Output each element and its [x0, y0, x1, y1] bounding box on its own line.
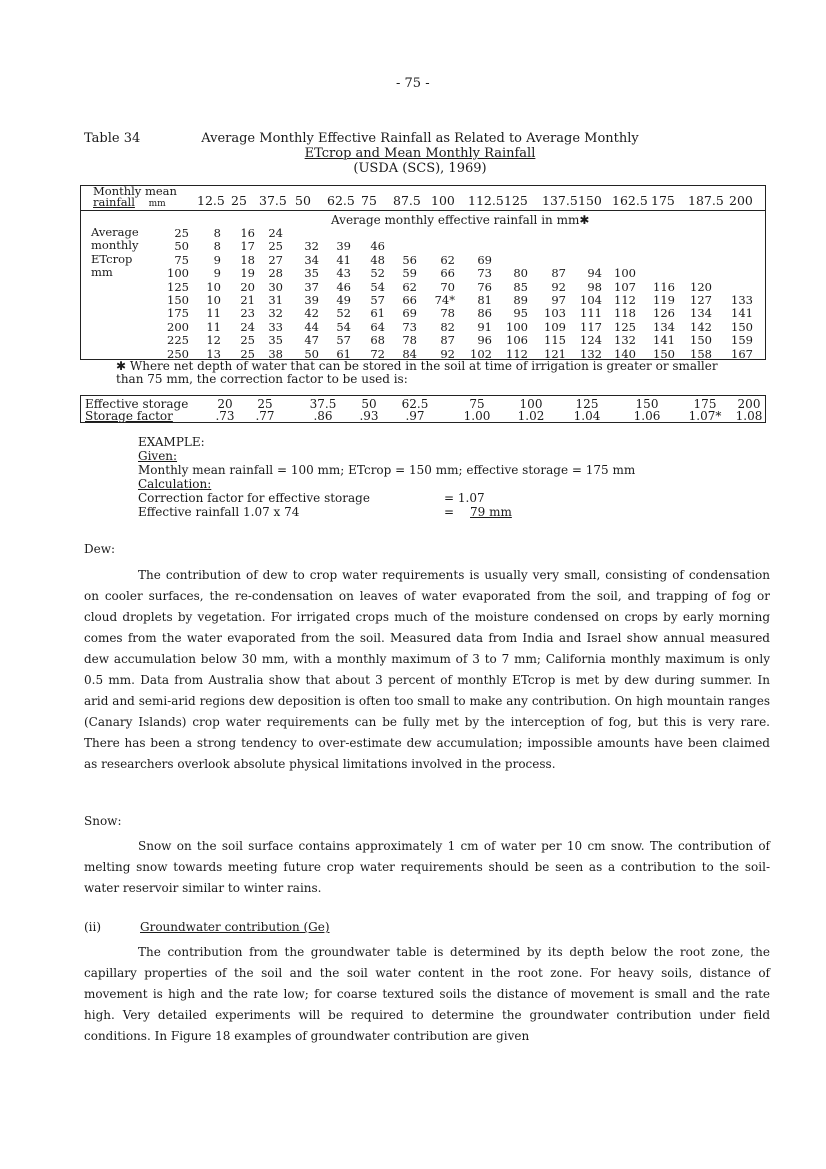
- table-cell: 25: [240, 346, 255, 361]
- etcrop-value: 200: [167, 319, 189, 334]
- table-cell: 16: [240, 226, 255, 240]
- header-label: [93, 186, 177, 210]
- table-subheader: [331, 213, 589, 227]
- table-cell: 69: [477, 252, 492, 267]
- table-cell: 23: [240, 306, 255, 321]
- table-cell: 19: [240, 266, 255, 281]
- given-text: Monthly mean rainfall = 100 mm; ETcrop = 150 mm; effective storage = 175 mm: [138, 463, 636, 477]
- table-cell: 54: [370, 279, 385, 294]
- rainfall-column-header: 25: [231, 193, 247, 208]
- table-cell: 24: [240, 319, 255, 334]
- table-cell: 10: [206, 293, 221, 307]
- effective-storage-value: 200: [737, 397, 761, 411]
- example-heading: EXAMPLE:: [138, 435, 205, 449]
- snow-paragraph: [84, 836, 770, 899]
- table-cell: 35: [304, 266, 319, 281]
- table-cell: 41: [336, 252, 351, 267]
- effective-storage-value: 62.5: [401, 397, 429, 411]
- storage-factor-value: 1.07*: [688, 409, 722, 423]
- table-cell: 47: [304, 333, 319, 348]
- storage-factor-table: [80, 395, 766, 423]
- table-cell: 34: [304, 252, 319, 267]
- table-footnote: [116, 360, 736, 386]
- table-label: Table 34: [84, 131, 141, 146]
- dew-heading: Dew:: [84, 542, 116, 556]
- asterisk-icon: ✱: [116, 359, 127, 373]
- table-cell: 97: [551, 293, 566, 307]
- table-cell: 61: [370, 306, 385, 321]
- calc-line-1-label: Correction factor for effective storage: [138, 491, 370, 505]
- table-cell: 11: [206, 319, 221, 334]
- table-cell: 134: [653, 319, 675, 334]
- table-cell: 30: [268, 279, 283, 294]
- groundwater-heading: Groundwater contribution (Ge): [140, 920, 330, 934]
- table-cell: 85: [513, 279, 528, 294]
- table-cell: 61: [336, 346, 351, 361]
- rainfall-column-header: 62.5: [327, 193, 355, 208]
- table-cell: 64: [370, 319, 385, 334]
- table-cell: 78: [440, 306, 455, 321]
- table-cell: 117: [580, 319, 602, 334]
- rainfall-column-header: 137.5: [542, 193, 578, 208]
- table-cell: 91: [477, 319, 492, 334]
- header-unit: mm: [148, 199, 166, 209]
- table-cell: 66: [402, 293, 417, 307]
- groundwater-text: The contribution from the groundwater table is determined by its depth below the root zone, the capillary properties of the soil and the soil water content in the root zone. For heavy soils, distance of movement is high and the rate low; for coarse textured soils the distance of movement is small and the rate high. Very detailed experiments will be required to determine the groundwater contribution under field conditions. In Figure 18 examples of groundwater contribution are given: [84, 945, 770, 1043]
- table-cell: 109: [544, 319, 566, 334]
- rainfall-column-header: 175: [651, 193, 675, 208]
- table-cell: 10: [206, 279, 221, 294]
- table-cell: 43: [336, 266, 351, 281]
- table-cell: 33: [268, 319, 283, 334]
- table-cell: 31: [268, 293, 283, 307]
- table-cell: 70: [440, 279, 455, 294]
- table-cell: 8: [213, 239, 221, 254]
- table-cell: 107: [614, 279, 636, 294]
- table-cell: 21: [240, 293, 255, 307]
- table-cell: 115: [544, 333, 566, 348]
- effective-storage-value: 125: [575, 397, 599, 411]
- effective-storage-value: 150: [635, 397, 659, 411]
- storage-factor-value: .86: [313, 409, 333, 423]
- rainfall-column-header: 100: [431, 193, 455, 208]
- rainfall-column-header: 162.5: [612, 193, 648, 208]
- table-cell: 142: [690, 319, 712, 334]
- table-cell: 96: [477, 333, 492, 348]
- table-cell: 84: [402, 346, 417, 361]
- table-cell: 159: [731, 333, 753, 348]
- storage-factor-value: 1.04: [573, 409, 601, 423]
- table-cell: 102: [470, 346, 492, 361]
- effective-storage-value: 175: [693, 397, 717, 411]
- example-block: [138, 435, 635, 519]
- groundwater-paragraph: [84, 942, 770, 1047]
- table-title-line: ETcrop and Mean Monthly Rainfall: [304, 146, 536, 161]
- table-cell: 120: [690, 279, 712, 294]
- row-label-line: mm: [91, 265, 113, 280]
- table-cell: 54: [336, 319, 351, 334]
- table-cell: 32: [304, 239, 319, 254]
- table-cell: 52: [336, 306, 351, 321]
- header-label-line2: rainfall: [93, 195, 135, 209]
- effective-storage-value: 25: [257, 397, 273, 411]
- table-cell: 100: [506, 319, 528, 334]
- table-cell: 73: [402, 319, 417, 334]
- table-cell: 100: [614, 266, 636, 281]
- rainfall-column-header: 150: [578, 193, 602, 208]
- storage-factor-value: 1.00: [463, 409, 491, 423]
- rainfall-column-header: 125: [504, 193, 528, 208]
- calc-line-2-value: 79 mm: [470, 505, 512, 519]
- table-cell: 87: [440, 333, 455, 348]
- table-cell: 94: [587, 266, 602, 281]
- table-cell: 57: [336, 333, 351, 348]
- table-title-line: Average Monthly Effective Rainfall as Related to Average Monthly: [201, 131, 639, 146]
- snow-text: Snow on the soil surface contains approximately 1 cm of water per 10 cm snow. The contribution of melting snow towards meeting future crop water requirements should be seen as a contribution to the soil-water reservoir similar to winter rains.: [84, 839, 770, 895]
- rainfall-column-header: 50: [295, 193, 311, 208]
- etcrop-value: 150: [167, 293, 189, 307]
- table-cell: 56: [402, 252, 417, 267]
- table-cell: 59: [402, 266, 417, 281]
- table-cell: 118: [614, 306, 636, 321]
- effective-storage-value: 20: [217, 397, 233, 411]
- calculation-label: Calculation:: [138, 477, 212, 491]
- table-cell: 37: [304, 279, 319, 294]
- table-cell: 86: [477, 306, 492, 321]
- dew-paragraph: [84, 565, 770, 775]
- rainfall-column-header: 12.5: [197, 193, 225, 208]
- page-number: - 75 -: [396, 76, 430, 91]
- table-cell: 62: [440, 252, 455, 267]
- etcrop-value: 125: [167, 279, 189, 294]
- etcrop-value: 50: [174, 239, 189, 254]
- table-cell: 49: [336, 293, 351, 307]
- calc-line-2-label: Effective rainfall 1.07 x 74: [138, 505, 300, 519]
- table-cell: 92: [440, 346, 455, 361]
- effective-storage-value: 50: [361, 397, 377, 411]
- table-cell: 98: [587, 279, 602, 294]
- table-cell: 28: [268, 266, 283, 281]
- table-cell: 44: [304, 319, 319, 334]
- table-cell: 140: [614, 346, 636, 361]
- storage-factor-value: 1.06: [633, 409, 661, 423]
- subheader-text: Average monthly effective rainfall in mm: [331, 213, 580, 227]
- table-cell: 9: [213, 266, 221, 281]
- table-cell: 48: [370, 252, 385, 267]
- table-cell: 38: [268, 346, 283, 361]
- table-cell: 141: [731, 306, 753, 321]
- storage-factor-value: .97: [405, 409, 425, 423]
- table-cell: 32: [268, 306, 283, 321]
- table-cell: 158: [690, 346, 712, 361]
- effective-storage-label: Effective storage: [85, 397, 189, 411]
- table-cell: 46: [370, 239, 385, 254]
- table-cell: 62: [402, 279, 417, 294]
- table-cell: 112: [614, 293, 636, 307]
- calc-line-1: [138, 491, 635, 505]
- table-cell: 25: [240, 333, 255, 348]
- storage-factor-value: 1.08: [735, 409, 763, 423]
- table-cell: 116: [653, 279, 675, 294]
- table-title-line: (USDA (SCS), 1969): [353, 161, 487, 176]
- effective-storage-value: 100: [519, 397, 543, 411]
- table-cell: 87: [551, 266, 566, 281]
- table-cell: 73: [477, 266, 492, 281]
- storage-factor-value: 1.02: [517, 409, 545, 423]
- table-cell: 126: [653, 306, 675, 321]
- table-cell: 25: [268, 239, 283, 254]
- table-cell: 39: [336, 239, 351, 254]
- table-cell: 121: [544, 346, 566, 361]
- table-cell: 81: [477, 293, 492, 307]
- row-label-line: ETcrop: [91, 251, 133, 266]
- effective-rainfall-table: [80, 185, 766, 360]
- calc-line-2: [138, 505, 635, 519]
- asterisk-icon: ✱: [579, 213, 590, 227]
- table-cell: 13: [206, 346, 221, 361]
- table-cell: 69: [402, 306, 417, 321]
- table-cell: 119: [653, 293, 675, 307]
- table-cell: 11: [206, 306, 221, 321]
- table-cell: 141: [653, 333, 675, 348]
- dew-text: The contribution of dew to crop water requirements is usually very small, consisting of condensation on cooler surfaces, the re-condensation on leaves of water evaporated from the soil, and trapping of fog or cloud droplets by vegetation. For irrigated crops much of the moisture condensed on crops by early morning comes from the water evaporated from the soil. Measured data from India and Israel show annual measured dew accumulation below 30 mm, with a monthly maximum of 3 to 7 mm; California monthly maximum is only 0.5 mm. Data from Australia show that about 3 percent of monthly ETcrop is met by dew during summer. In arid and semi-arid regions dew deposition is often too small to make any contribution. On high mountain ranges (Canary Islands) crop water requirements can be fully met by the interception of fog, but this is very rare. There has been a strong tendency to over-estimate dew accumulation; impossible amounts have been claimed as researchers overlook absolute physical limitations involved in the process.: [84, 568, 770, 771]
- etcrop-value: 225: [167, 333, 189, 348]
- table-cell: 104: [580, 293, 602, 307]
- rainfall-column-header: 87.5: [393, 193, 421, 208]
- row-label-line: monthly: [91, 238, 139, 253]
- rainfall-column-header: 75: [361, 193, 377, 208]
- table-title: [190, 131, 650, 176]
- calc-line-2-eq: =: [444, 505, 455, 519]
- table-cell: 78: [402, 333, 417, 348]
- effective-storage-value: 75: [469, 397, 485, 411]
- table-cell: 39: [304, 293, 319, 307]
- table-cell: 106: [506, 333, 528, 348]
- rainfall-column-header: 200: [729, 193, 753, 208]
- table-cell: 82: [440, 319, 455, 334]
- table-cell: 24: [268, 226, 283, 240]
- table-cell: 27: [268, 252, 283, 267]
- table-cell: 150: [690, 333, 712, 348]
- table-header-row: [81, 186, 765, 211]
- given-label: Given:: [138, 449, 178, 463]
- table-cell: 132: [614, 333, 636, 348]
- etcrop-value: 75: [174, 252, 189, 267]
- table-cell: 74*: [434, 293, 455, 307]
- rainfall-column-header: 112.5: [468, 193, 504, 208]
- table-cell: 103: [544, 306, 566, 321]
- table-cell: 57: [370, 293, 385, 307]
- table-cell: 72: [370, 346, 385, 361]
- table-cell: 127: [690, 293, 712, 307]
- effective-storage-value: 37.5: [309, 397, 337, 411]
- table-cell: 111: [580, 306, 602, 321]
- table-cell: 20: [240, 279, 255, 294]
- etcrop-value: 100: [167, 266, 189, 281]
- footnote-text: Where net depth of water that can be stored in the soil at time of irrigation is greater or smaller than 75 mm, the correction factor to be used is:: [116, 359, 718, 386]
- table-cell: 95: [513, 306, 528, 321]
- row-group-label: [91, 226, 139, 280]
- storage-factor-value: .77: [255, 409, 275, 423]
- table-cell: 92: [551, 279, 566, 294]
- table-cell: 8: [213, 226, 221, 240]
- table-cell: 68: [370, 333, 385, 348]
- table-cell: 35: [268, 333, 283, 348]
- table-cell: 12: [206, 333, 221, 348]
- table-cell: 52: [370, 266, 385, 281]
- table-cell: 9: [213, 252, 221, 267]
- table-cell: 124: [580, 333, 602, 348]
- table-cell: 46: [336, 279, 351, 294]
- table-cell: 50: [304, 346, 319, 361]
- snow-heading: Snow:: [84, 814, 122, 828]
- calc-line-1-value: = 1.07: [444, 491, 485, 505]
- table-cell: 66: [440, 266, 455, 281]
- table-cell: 18: [240, 252, 255, 267]
- storage-factor-value: .73: [215, 409, 235, 423]
- table-cell: 17: [240, 239, 255, 254]
- table-cell: 134: [690, 306, 712, 321]
- row-label-line: Average: [91, 225, 139, 239]
- table-cell: 150: [731, 319, 753, 334]
- storage-factor-value: .93: [359, 409, 379, 423]
- storage-factor-label: Storage factor: [85, 409, 173, 423]
- table-cell: 112: [506, 346, 528, 361]
- table-cell: 133: [731, 293, 753, 307]
- table-cell: 42: [304, 306, 319, 321]
- header-label-line1: Monthly mean: [93, 184, 177, 198]
- table-cell: 167: [731, 346, 753, 361]
- rainfall-column-header: 37.5: [259, 193, 287, 208]
- table-cell: 150: [653, 346, 675, 361]
- groundwater-number: (ii): [84, 920, 102, 934]
- table-cell: 76: [477, 279, 492, 294]
- rainfall-column-header: 187.5: [688, 193, 724, 208]
- etcrop-value: 250: [167, 346, 189, 361]
- table-cell: 89: [513, 293, 528, 307]
- table-cell: 125: [614, 319, 636, 334]
- table-cell: 132: [580, 346, 602, 361]
- table-cell: 80: [513, 266, 528, 281]
- etcrop-value: 25: [174, 226, 189, 240]
- etcrop-value: 175: [167, 306, 189, 321]
